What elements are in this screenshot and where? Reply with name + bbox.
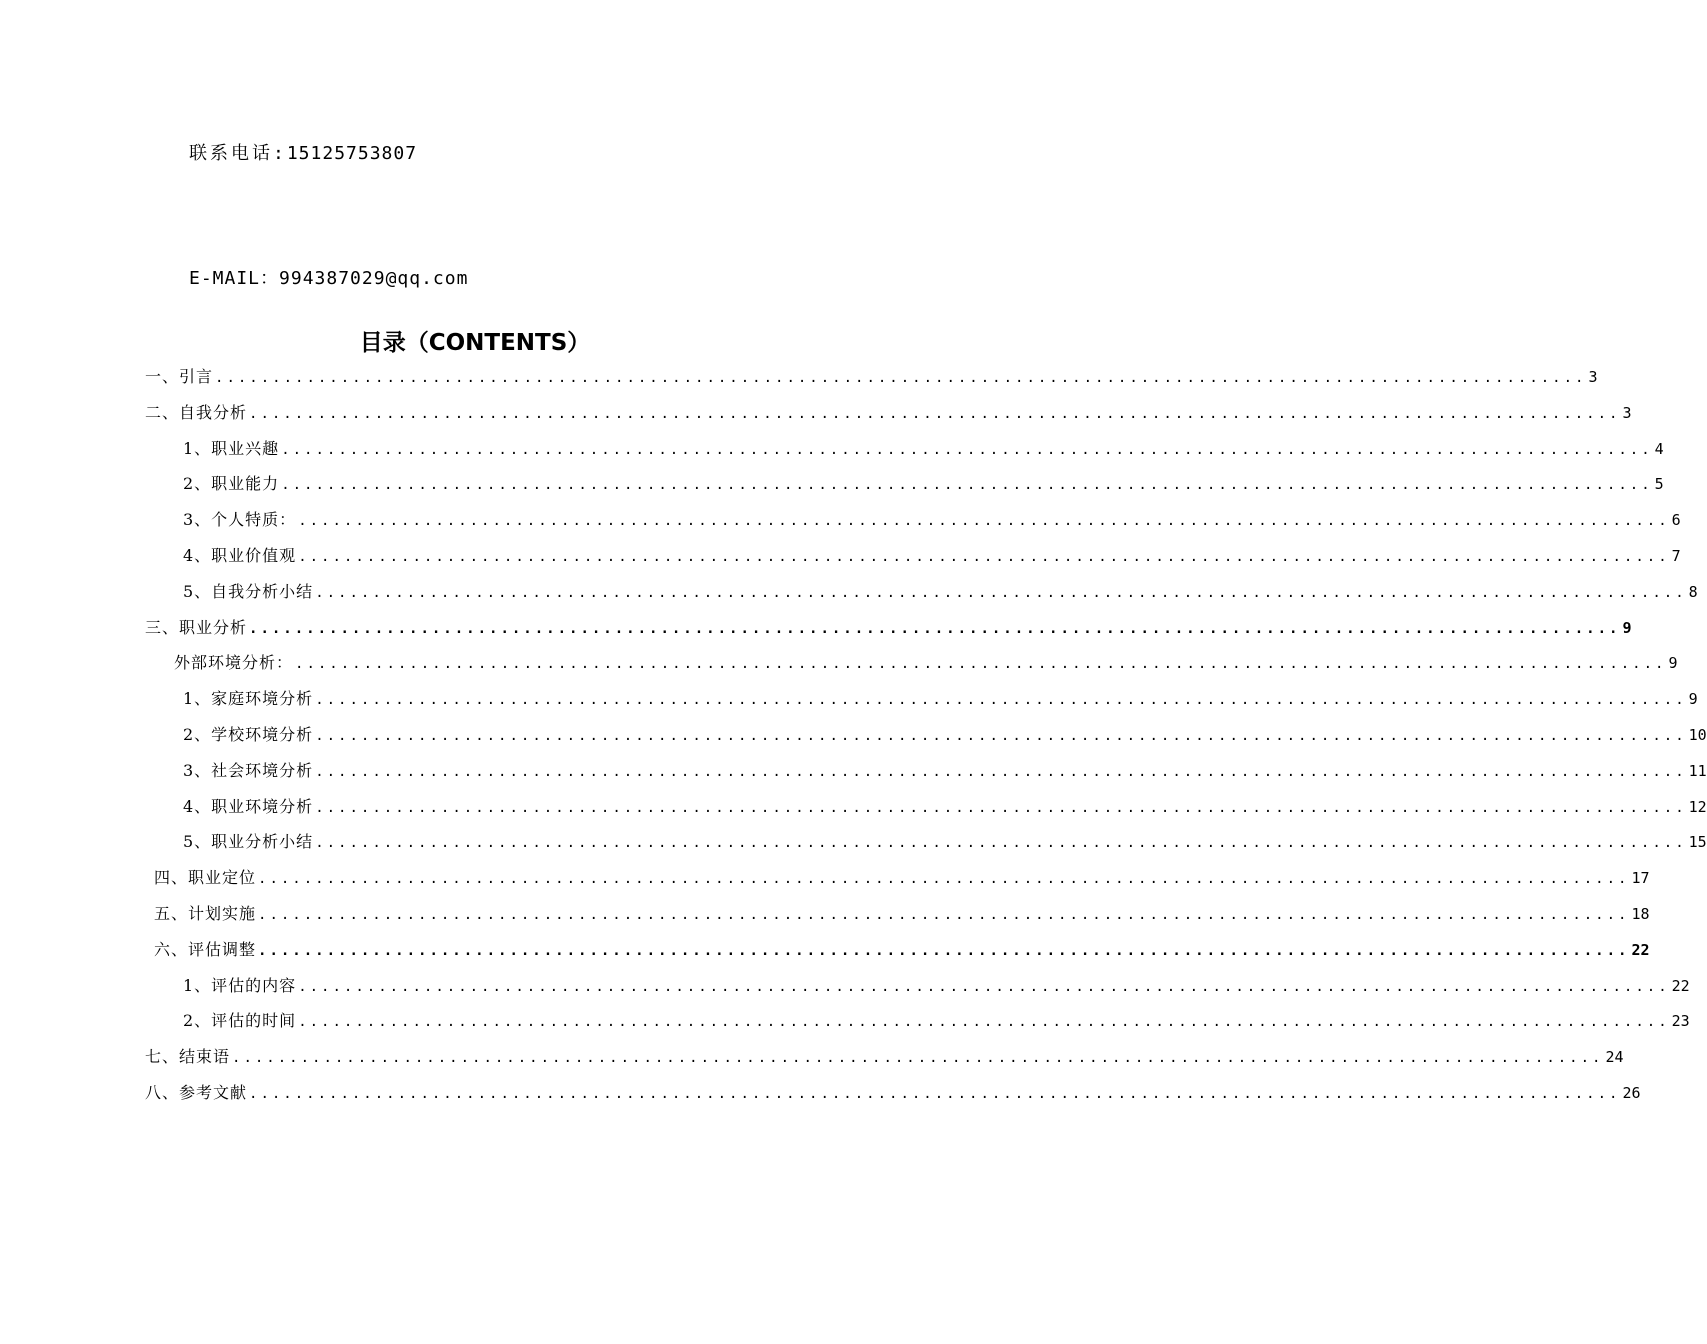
toc-entry[interactable] xyxy=(0,968,1690,1004)
toc-leader-dots: ........................................................................................................................ xyxy=(315,584,1687,601)
toc-entry[interactable] xyxy=(0,860,1650,896)
contact-email xyxy=(189,264,468,290)
toc-page-number: 24 xyxy=(1605,1048,1624,1067)
toc-entry[interactable] xyxy=(0,502,1681,538)
toc-entry[interactable] xyxy=(0,932,1650,968)
toc-entry[interactable] xyxy=(0,645,1678,681)
toc-entry-label: 3、个人特质： xyxy=(183,510,297,530)
toc-entry-label: 1、家庭环境分析 xyxy=(183,689,314,709)
phone-number: 15125753807 xyxy=(286,143,418,164)
toc-entry[interactable] xyxy=(0,1075,1641,1111)
toc-entry[interactable] xyxy=(0,717,1707,753)
toc-entry-label: 三、职业分析 xyxy=(145,617,248,637)
toc-entry[interactable] xyxy=(0,681,1698,717)
toc-entry-label: 5、自我分析小结 xyxy=(183,581,314,601)
toc-entry[interactable] xyxy=(0,789,1707,825)
toc-entry[interactable] xyxy=(0,466,1664,502)
toc-page-number: 22 xyxy=(1631,940,1650,959)
toc-entry-label: 1、职业兴趣 xyxy=(183,438,280,458)
toc-leader-dots: ........................................................................................................................ xyxy=(315,799,1687,816)
toc-entry-label: 3、社会环境分析 xyxy=(183,760,314,780)
toc-entry-label: 四、职业定位 xyxy=(154,868,257,888)
toc-entry-label: 六、评估调整 xyxy=(154,939,257,959)
toc-entry-label: 八、参考文献 xyxy=(145,1082,248,1102)
toc-leader-dots: ........................................................................................................................ xyxy=(232,1050,1604,1067)
toc-entry[interactable] xyxy=(0,1039,1624,1075)
toc-page-number: 11 xyxy=(1688,761,1707,780)
toc-entry-label: 七、结束语 xyxy=(145,1047,231,1067)
toc-leader-dots: ........................................................................................................................ xyxy=(298,513,1670,530)
toc-leader-dots: ........................................................................................................................ xyxy=(281,441,1653,458)
toc-page-number: 7 xyxy=(1671,546,1681,565)
toc-leader-dots: ........................................................................................................................ xyxy=(315,727,1687,744)
toc-page-number: 10 xyxy=(1688,725,1707,744)
toc-entry-label: 一、引言 xyxy=(145,367,214,386)
phone-label: 联系电话: xyxy=(189,143,287,164)
toc-leader-dots: ........................................................................................................................ xyxy=(315,835,1687,852)
toc-page-number: 8 xyxy=(1688,582,1698,601)
toc-page-number: 22 xyxy=(1671,976,1690,995)
toc-page-number: 4 xyxy=(1654,439,1664,458)
toc-leader-dots: ........................................................................................................................ xyxy=(258,871,1630,888)
toc-page-number: 17 xyxy=(1631,869,1650,888)
toc-leader-dots: ........................................................................................................................ xyxy=(258,942,1630,959)
toc-leader-dots: ........................................................................................................................ xyxy=(258,906,1630,923)
toc-entry[interactable] xyxy=(0,359,1598,395)
toc-entry-label: 2、职业能力 xyxy=(183,474,280,494)
toc-entry[interactable] xyxy=(0,610,1632,646)
toc-entry[interactable] xyxy=(0,538,1681,574)
toc-leader-dots: ........................................................................................................................ xyxy=(315,763,1687,780)
toc-entry-label: 五、计划实施 xyxy=(154,903,257,923)
toc-entry-label: 2、学校环境分析 xyxy=(183,724,314,744)
toc-entry[interactable] xyxy=(0,574,1698,610)
toc-entry[interactable] xyxy=(0,896,1650,932)
toc-entry[interactable] xyxy=(0,395,1632,431)
toc-entry[interactable] xyxy=(0,753,1707,789)
toc-page-number: 26 xyxy=(1622,1083,1641,1102)
toc-entry-label: 1、评估的内容 xyxy=(183,975,297,995)
toc-leader-dots: ........................................................................................................................ xyxy=(249,1085,1621,1102)
toc-entry-label: 外部环境分析： xyxy=(174,653,294,673)
toc-leader-dots: ........................................................................................................................ xyxy=(249,405,1621,422)
toc-leader-dots: ........................................................................................................................ xyxy=(298,548,1670,565)
table-of-contents xyxy=(0,359,1707,1111)
toc-page-number: 3 xyxy=(1622,403,1632,422)
toc-page-number: 15 xyxy=(1688,833,1707,852)
toc-page-number: 9 xyxy=(1668,654,1678,673)
toc-leader-dots: ........................................................................................................................ xyxy=(295,656,1667,673)
toc-entry-label: 二、自我分析 xyxy=(145,402,248,422)
toc-leader-dots: ........................................................................................................................ xyxy=(315,692,1687,709)
toc-leader-dots: ........................................................................................................................ xyxy=(249,620,1621,637)
toc-entry[interactable] xyxy=(0,431,1664,467)
toc-entry[interactable] xyxy=(0,1003,1690,1039)
toc-page-number: 3 xyxy=(1588,368,1598,386)
toc-entry-label: 4、职业环境分析 xyxy=(183,796,314,816)
toc-page-number: 18 xyxy=(1631,904,1650,923)
toc-leader-dots: ........................................................................................................................ xyxy=(298,978,1670,995)
contact-phone xyxy=(189,139,417,165)
toc-title: 目录（CONTENTS） xyxy=(359,330,591,356)
email-address: 994387029@qq.com xyxy=(279,268,469,289)
toc-entry-label: 2、评估的时间 xyxy=(183,1011,297,1031)
toc-page-number: 12 xyxy=(1688,797,1707,816)
toc-entry-label: 4、职业价值观 xyxy=(183,545,297,565)
toc-page-number: 23 xyxy=(1671,1012,1690,1031)
email-label: E-MAIL： xyxy=(189,268,280,289)
toc-leader-dots: ........................................................................................................................ xyxy=(298,1014,1670,1031)
toc-page-number: 9 xyxy=(1688,690,1698,709)
toc-leader-dots: ........................................................................................................................ xyxy=(215,370,1587,386)
toc-page-number: 5 xyxy=(1654,475,1664,494)
toc-page-number: 9 xyxy=(1622,618,1632,637)
toc-entry-label: 5、职业分析小结 xyxy=(183,832,314,852)
toc-leader-dots: ........................................................................................................................ xyxy=(281,477,1653,494)
toc-page-number: 6 xyxy=(1671,511,1681,530)
toc-entry[interactable] xyxy=(0,824,1707,860)
